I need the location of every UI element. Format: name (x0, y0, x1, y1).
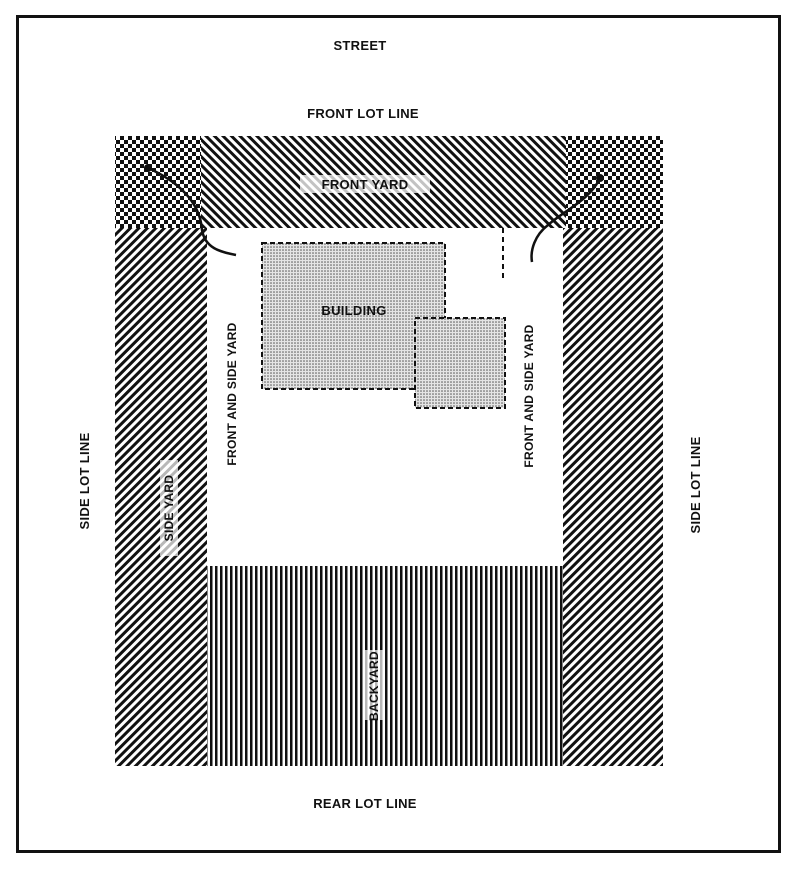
corner-right (566, 136, 663, 228)
side-yard-right (563, 226, 663, 766)
front-yard-label-group (300, 175, 430, 193)
backyard-label: BACKYARD (367, 651, 381, 721)
pointer-dot-left (144, 164, 152, 172)
pointer-dot-right (596, 174, 604, 182)
building-label: BUILDING (321, 303, 387, 318)
rear-lot-line-label: REAR LOT LINE (313, 796, 417, 811)
building-annex (415, 318, 505, 408)
backyard-area (207, 566, 563, 766)
front-lot-line-label: FRONT LOT LINE (307, 106, 419, 121)
front-and-side-yard-right-label: FRONT AND SIDE YARD (522, 324, 536, 468)
side-lot-line-left-label: SIDE LOT LINE (77, 432, 92, 530)
front-and-side-yard-left-label: FRONT AND SIDE YARD (225, 322, 239, 466)
backyard-label-group (365, 650, 383, 721)
street-label: STREET (333, 38, 387, 53)
side-yard-label-group (160, 460, 178, 556)
front-yard-label: FRONT YARD (321, 177, 409, 192)
corner-left (115, 136, 201, 228)
side-lot-line-right-label: SIDE LOT LINE (688, 436, 703, 534)
side-yard-label: SIDE YARD (162, 474, 176, 542)
